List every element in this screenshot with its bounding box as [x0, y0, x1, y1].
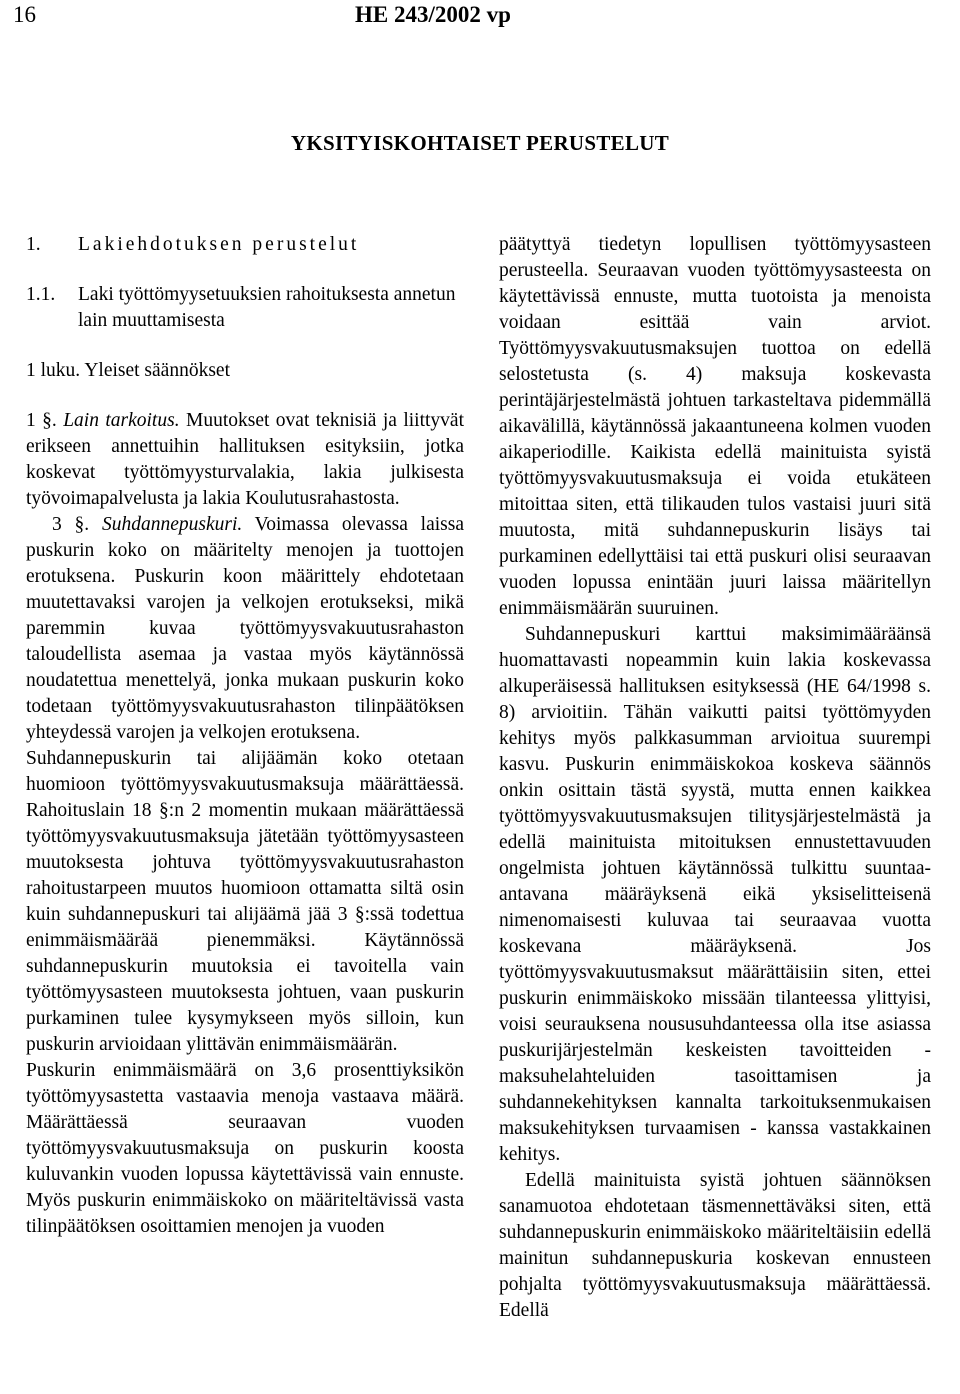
section-1-title: Lakiehdotuksen perustelut — [78, 234, 360, 255]
section-1-heading — [26, 232, 464, 258]
paragraph-right-3: Edellä mainituista syistä johtuen säännöksen sanamuotoa ehdotetaan täsmennettäväksi siten, että suhdannepuskurin enimmäiskoko määriteltäisiin edellä mainitun suhdannepuskuria koskevan ennusteen pohjalta työttömyysvakuutusmaksuja määrättäessä. Edellä — [499, 1170, 931, 1321]
paragraph-3-italic: Suhdannepuskuri. — [101, 514, 243, 535]
paragraph-left-4: Puskurin enimmäismäärä on 3,6 prosenttiyksikön työttömyysastetta vastaavia menoja vastaava määrä. Määrättäessä seuraavan vuoden työttömyysvakuutusmaksuja on puskurin koosta kuluvankin vuoden lopussa käytettävissä vain ennuste. Myös puskurin enimmäiskoko on määriteltävissä vasta tilinpäätöksen osoittamien menojen ja vuoden — [26, 1060, 464, 1237]
section-1-number: 1. — [26, 234, 41, 255]
paragraph-3-section — [26, 512, 464, 746]
page-number: 16 — [13, 2, 36, 27]
paragraph-1-section — [26, 408, 464, 512]
paragraph-right-1: päätyttyä tiedetyn lopullisen työttömyysasteen perusteella. Seuraavan vuoden työttömyysasteesta on käytettävissä ennuste, mutta tuotoista ja menoista voidaan esittää vain arviot. Työttömyysvakuutusmaksujen tuottoa on edellä selostetusta (s. 4) maksuja koskevasta perintäjärjestelmästä johtuen tarkasteltava pidemmällä aikavälillä, käytännössä jakaantuneena kolmen vuoden aikaperiodille. Kaikista edellä mainituista syistä työttömyysvakuutusmaksuja ei voida etukäteen mitoittaa siten, että tilikauden tulos vastaisi juuri sitä muutosta, mitä suhdannepuskurin lisäys tai purkaminen edellyttäisi tai että puskuri olisi seuraavan vuoden lopussa enintään juuri laissa määritellyn enimmäismäärän suuruinen. — [499, 234, 931, 619]
document-id: HE 243/2002 vp — [355, 2, 511, 27]
left-column — [26, 232, 464, 1240]
section-1-1-number: 1.1. — [26, 284, 56, 305]
paragraph-left-3: Suhdannepuskurin tai alijäämän koko otetaan huomioon työttömyysvakuutusmaksuja määrättäessä. Rahoituslain 18 §:n 2 momentin mukaan määrättäessä työttömyysvakuutusmaksuja jätetään työttömyysasteen muutoksesta johtuva työttömyysvakuutusrahaston rahoitustarpeen muutos huomioon ottamatta siltä osin kuin suhdannepuskuri tai alijäämä jää 3 §:ssä todettua enimmäismäärää pienemmäksi. Käytännössä suhdannepuskurin muutoksia ei tavoitella vain työttömyysasteen muutoksesta johtuen, vaan puskurin purkaminen tulee kysymykseen myös silloin, kun puskurin arvioidaan ylittävän enimmäismäärän. — [26, 748, 464, 1055]
main-heading: YKSITYISKOHTAISET PERUSTELUT — [290, 131, 670, 155]
right-column — [499, 232, 931, 1324]
section-1-1-title: Laki työttömyysetuuksien rahoituksesta annetun lain muuttamisesta — [78, 284, 456, 331]
paragraph-1-lead: 1 §. — [26, 410, 64, 431]
paragraph-3-text: Voimassa olevassa laissa puskurin koko on määritelty menojen ja tuottojen erotuksena. Puskurin koon määrittely ehdotetaan muutettavaksi varojen ja velkojen erotukseksi, mikä paremmin kuvaa työttömyysvakuutusrahaston taloudellista asemaa ja vastaa myös käytännössä noudatettua menettelyä, jonka mukaan puskurin koko todetaan työttömyysvakuutusrahaston tilinpäätöksen yhteydessä varojen ja velkojen erotuksena. — [26, 514, 465, 743]
paragraph-1-text: Muutokset ovat teknisiä ja liittyvät erikseen annettuihin hallituksen esityksiin, jotka koskevat työttömyysturvalakia, lakia julkisesta työvoimapalvelusta ja lakia Koulutusrahastosta. — [26, 410, 464, 509]
section-1-1-heading — [26, 282, 464, 334]
paragraph-1-italic: Lain tarkoitus. — [63, 410, 180, 431]
paragraph-right-2: Suhdannepuskuri karttui maksimimääräänsä huomattavasti nopeammin kuin lakia koskevassa alkuperäisessä hallituksen esityksessä (HE 64/1998 s. 8) arvioitiin. Tähän vaikutti paitsi työttömyyden kehitys myös palkkasumman arvioitua suurempi kasvu. Puskurin enimmäiskokoa koskeva säännös onkin osittain tästä syystä, mutta ennen kaikkea työttömyysvakuutusmaksujen tilitysjärjestelmästä ja edellä mainituista mitoituksen ennustettavuuden ongelmista johtuen käytännössä tulkittu suuntaa-antavana määräyksenä eikä yksiselitteisenä nimenomaisesti kuluvaa tai seuraavaa vuotta koskevana määräyksenä. Jos työttömyysvakuutusmaksut määrättäisiin siten, ettei puskurin enimmäiskoko missään tilanteessa ylittyisi, voisi seurauksena noususuhdanteessa olla itse asiassa puskurijärjestelmän keskeisten tavoitteiden - maksuhelahteluiden tasoittamisen ja suhdannekehityksen kannalta tarkoituksenmukaisen maksukehityksen turvaamisen - kanssa vastakkainen kehitys. — [499, 624, 931, 1165]
paragraph-3-lead: 3 §. — [52, 514, 102, 535]
chapter-heading: 1 luku. Yleiset säännökset — [26, 360, 230, 381]
